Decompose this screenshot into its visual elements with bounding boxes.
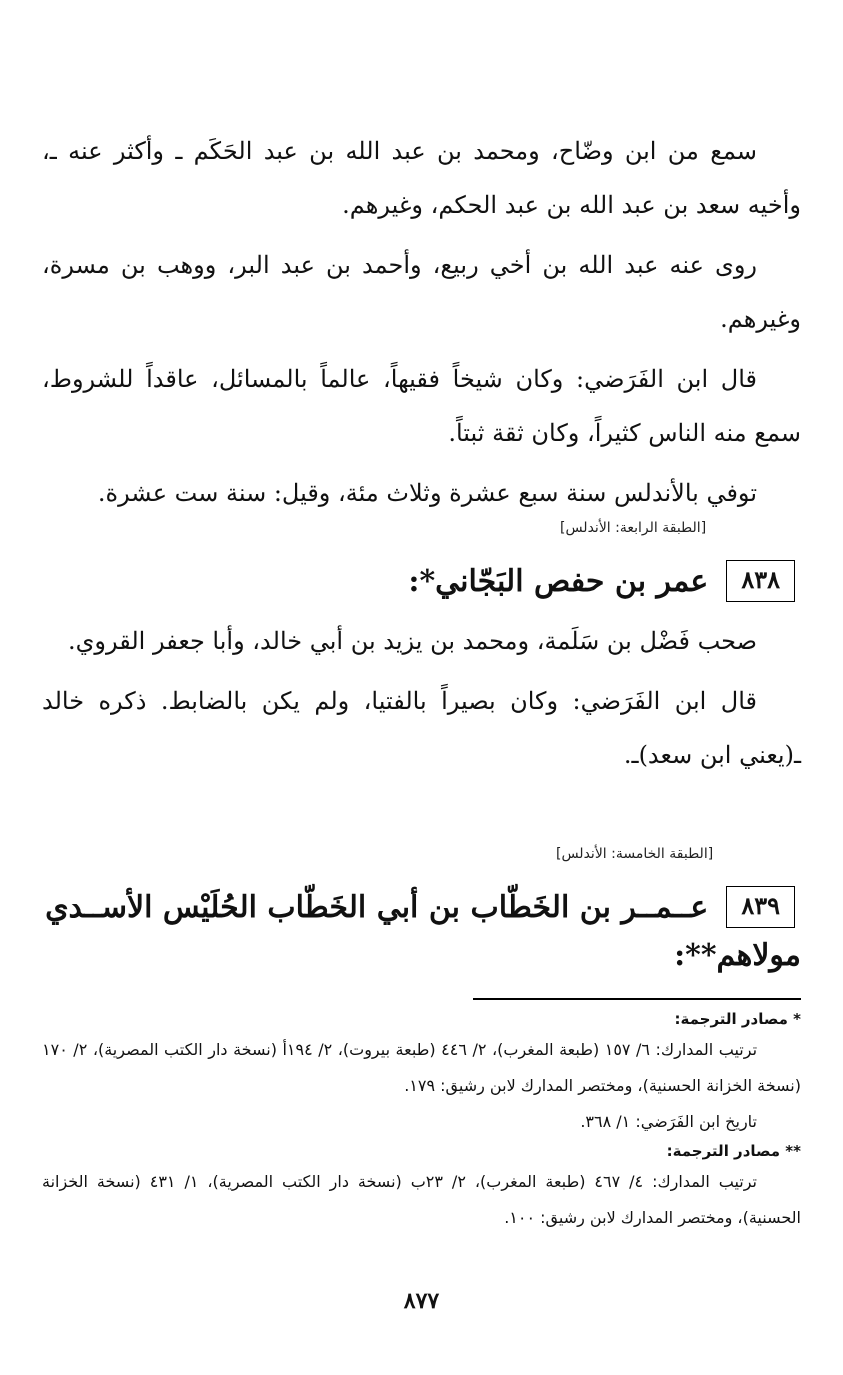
entry-title-line2: مولاهم**: xyxy=(674,938,801,973)
footnote-heading: ** مصادر الترجمة: xyxy=(666,1142,801,1160)
category-tag: [الطبقة الرابعة: الأندلس] xyxy=(560,520,707,536)
footnote-line: ترتيب المدارك: ٦/ ١٥٧ (طبعة المغرب)، ٢/ ٤٤٦ (طبعة بيروت)، ٢/ ١٩٤أ (نسخة دار الكتب المصرية)، ٢/ ١٧٠ (نسخة الخزانة الحسنية)، ومختصر المدارك لابن رشيق: ١٧٩. xyxy=(42,1040,801,1095)
footnotes xyxy=(42,1010,801,1236)
entry-838-body xyxy=(42,614,801,782)
paragraph: قال ابن الفَرَضي: وكان بصيراً بالفتيا، ولم يكن بالضابط. ذكره خالد ـ(يعني ابن سعد)ـ. xyxy=(42,687,801,769)
footnote-line: تاريخ ابن الفَرَضي: ١/ ٣٦٨. xyxy=(580,1112,757,1131)
entry-837-body xyxy=(42,124,801,520)
footnote-rule xyxy=(473,998,801,1000)
paragraph: قال ابن الفَرَضي: وكان شيخاً فقيهاً، عالماً بالمسائل، عاقداً للشروط، سمع منه الناس كثيراً، وكان ثقة ثبتاً. xyxy=(42,365,801,447)
paragraph: روى عنه عبد الله بن أخي ربيع، وأحمد بن عبد البر، ووهب بن مسرة، وغيرهم. xyxy=(42,251,801,333)
paragraph: صحب فَضْل بن سَلَمة، ومحمد بن يزيد بن أبي خالد، وأبا جعفر القروي. xyxy=(67,627,757,655)
footnote-line: ترتيب المدارك: ٤/ ٤٦٧ (طبعة المغرب)، ٢/ ٢٣ب (نسخة دار الكتب المصرية)، ١/ ٤٣١ (نسخة الخزانة الحسنية)، ومختصر المدارك لابن رشيق: ١٠٠. xyxy=(42,1172,801,1227)
paragraph: توفي بالأندلس سنة سبع عشرة وثلاث مئة، وقيل: سنة ست عشرة. xyxy=(97,479,757,507)
entry-title: عــمــر بن الخَطّاب بن أبي الخَطّاب الحُلَيْس الأســدي xyxy=(45,889,709,925)
paragraph: سمع من ابن وضّاح، ومحمد بن عبد الله بن عبد الحَكَم ـ وأكثر عنه ـ، وأخيه سعد بن عبد الله بن عبد الحكم، وغيرهم. xyxy=(42,137,801,219)
entry-838-header xyxy=(42,560,795,602)
category-tag: [الطبقة الخامسة: الأندلس] xyxy=(556,846,714,862)
page-number: ٨٧٧ xyxy=(403,1288,440,1314)
entry-number: ٨٣٨ xyxy=(726,560,795,602)
entry-number: ٨٣٩ xyxy=(726,886,795,928)
entry-839-title-cont xyxy=(42,938,801,973)
entry-839-header xyxy=(42,886,795,928)
footnote-heading: * مصادر الترجمة: xyxy=(674,1010,801,1028)
entry-title: عمر بن حفص البَجّاني*: xyxy=(408,563,709,599)
